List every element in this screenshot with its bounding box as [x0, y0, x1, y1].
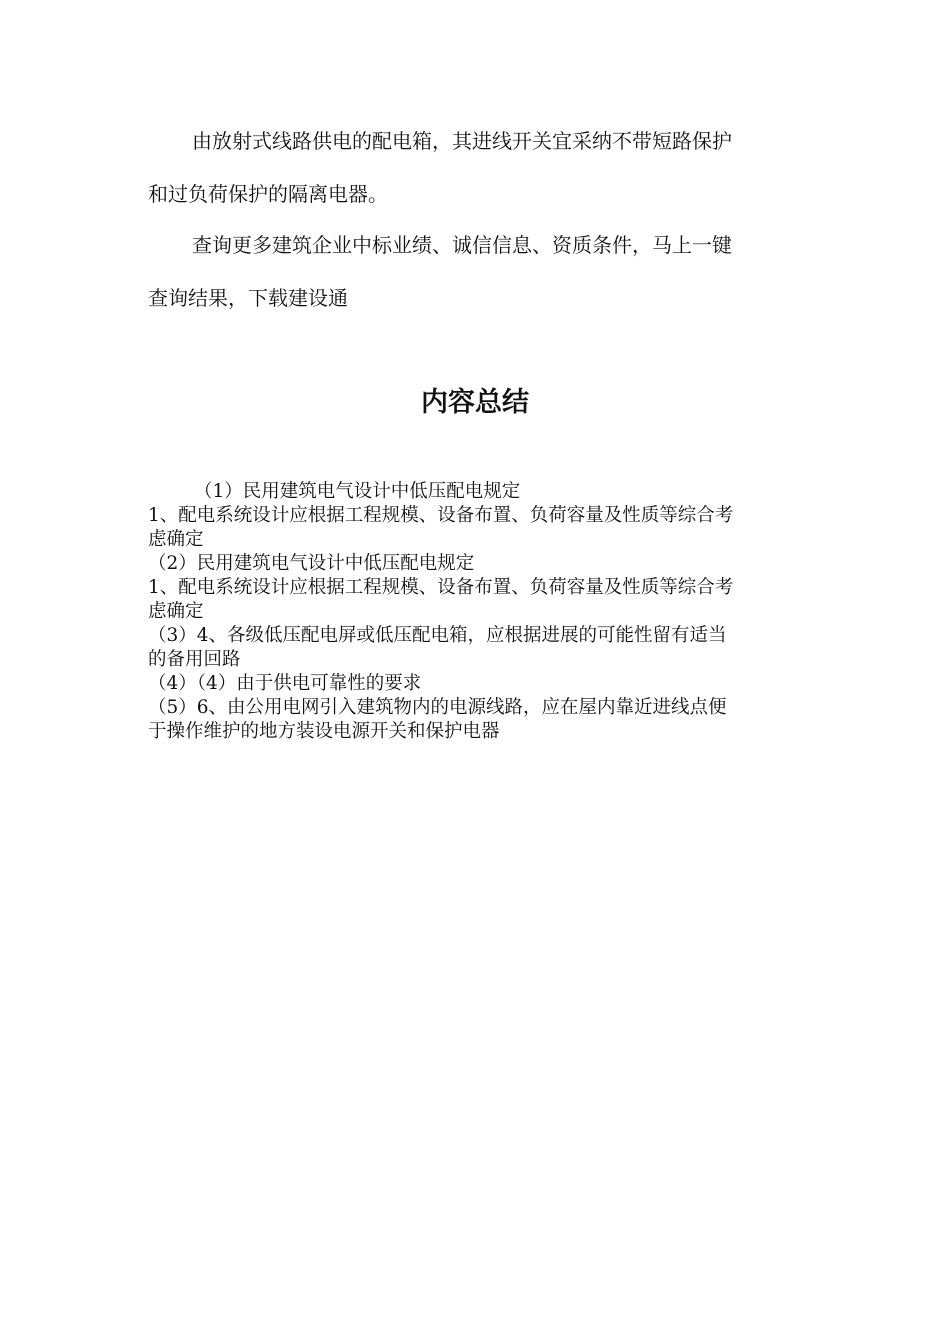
summary-line: （4）（4）由于供电可靠性的要求 — [148, 673, 422, 694]
summary-list — [148, 480, 828, 744]
summary-line: （1）民用建筑电气设计中低压配电规定 — [194, 481, 521, 502]
summary-line: 于操作维护的地方装设电源开关和保护电器 — [148, 721, 500, 742]
summary-line: （5）6、由公用电网引入建筑物内的电源线路，应在屋内靠近进线点便 — [148, 697, 727, 718]
summary-line: 1、配电系统设计应根据工程规模、设备布置、负荷容量及性质等综合考 — [148, 505, 734, 526]
paragraph-1-line-1: 由放射式线路供电的配电箱，其进线开关宜采纳不带短路保护 — [192, 129, 732, 153]
paragraph-2-line-2: 查询结果，下载建设通 — [148, 286, 348, 310]
summary-line: 的备用回路 — [148, 649, 241, 670]
summary-line: （2）民用建筑电气设计中低压配电规定 — [148, 553, 475, 574]
summary-line: 虑确定 — [148, 529, 204, 550]
paragraph-1-line-2: 和过负荷保护的隔离电器。 — [148, 182, 388, 206]
summary-line: （3）4、各级低压配电屏或低压配电箱，应根据进展的可能性留有适当 — [148, 625, 727, 646]
summary-title: 内容总结 — [421, 387, 529, 418]
summary-line: 虑确定 — [148, 601, 204, 622]
summary-line: 1、配电系统设计应根据工程规模、设备布置、负荷容量及性质等综合考 — [148, 577, 734, 598]
paragraph-2-line-1: 查询更多建筑企业中标业绩、诚信信息、资质条件，马上一键 — [192, 233, 732, 257]
